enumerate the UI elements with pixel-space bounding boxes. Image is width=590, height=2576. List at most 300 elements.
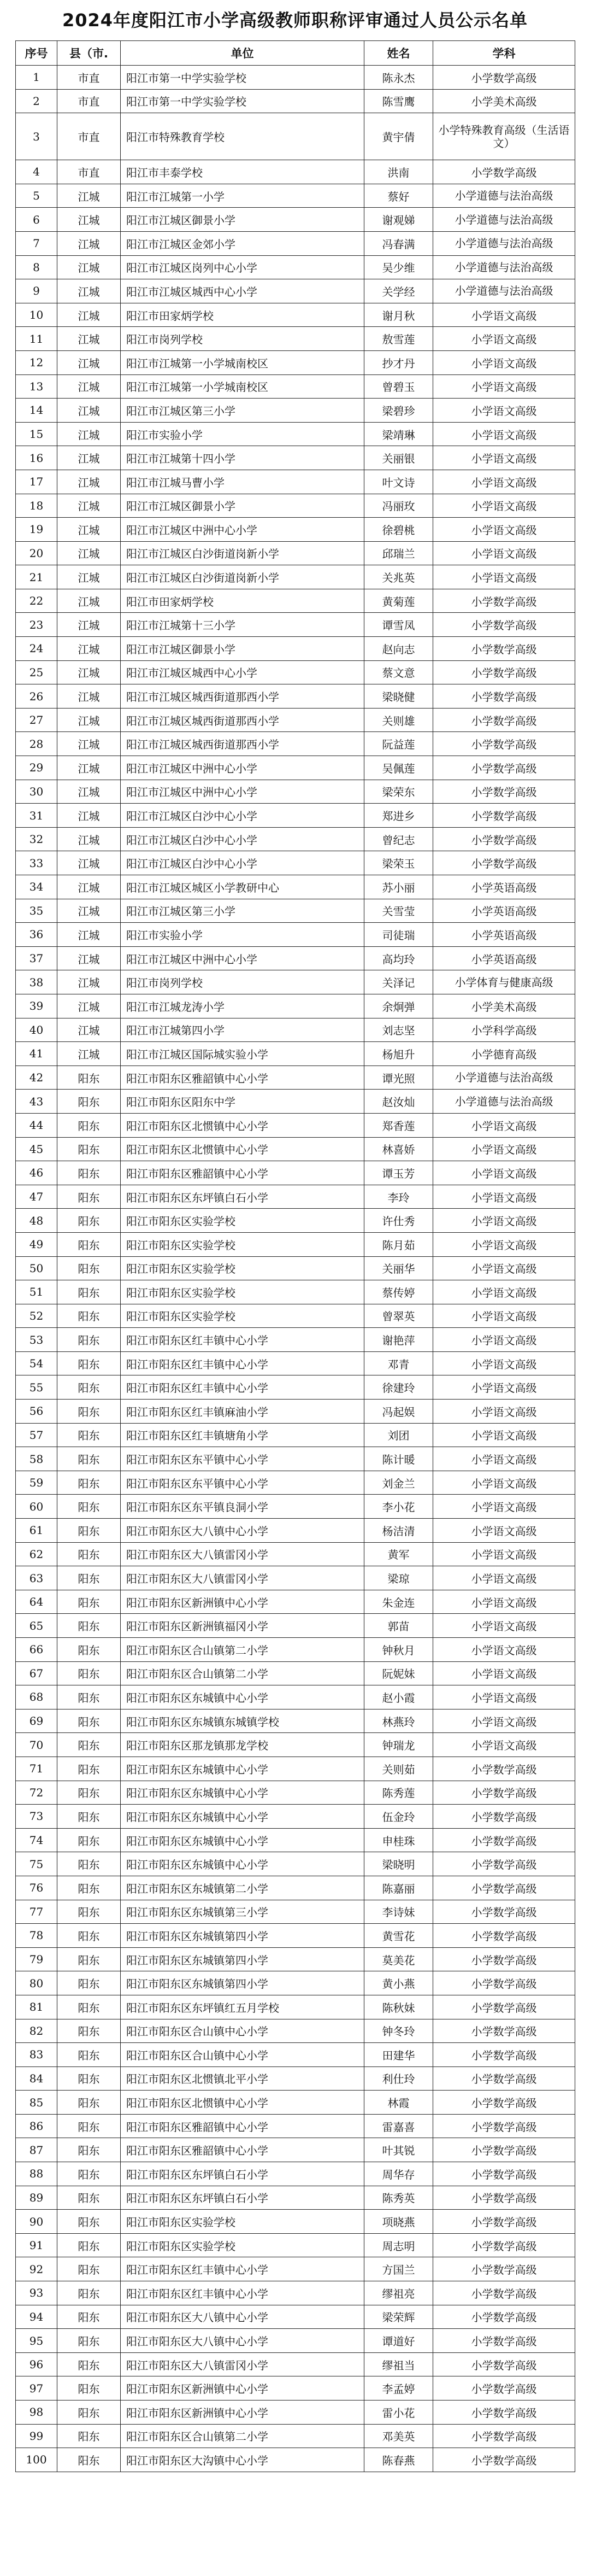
cell-index: 22 xyxy=(16,589,57,613)
cell-county: 阳东 xyxy=(57,1828,121,1852)
cell-name: 陈雪鹰 xyxy=(364,89,433,113)
cell-subject: 小学美术高级 xyxy=(433,89,575,113)
cell-unit: 阳江市阳东区红丰镇麻油小学 xyxy=(121,1400,364,1424)
cell-county: 阳东 xyxy=(57,1137,121,1161)
cell-county: 阳东 xyxy=(57,2019,121,2043)
cell-subject: 小学数学高级 xyxy=(433,2066,575,2091)
cell-unit: 阳江市江城区白沙中心小学 xyxy=(121,851,364,875)
cell-subject: 小学语文高级 xyxy=(433,1185,575,1209)
cell-name: 黄菊莲 xyxy=(364,589,433,613)
cell-unit: 阳江市田家炳学校 xyxy=(121,589,364,613)
cell-index: 52 xyxy=(16,1304,57,1328)
cell-county: 阳东 xyxy=(57,1757,121,1781)
cell-unit: 阳江市阳东区东坪镇白石小学 xyxy=(121,2186,364,2210)
cell-county: 江城 xyxy=(57,804,121,828)
table-row xyxy=(16,1971,575,1995)
header-subject: 学科 xyxy=(433,41,575,66)
cell-subject: 小学数学高级 xyxy=(433,2424,575,2448)
cell-index: 92 xyxy=(16,2257,57,2281)
table-row xyxy=(16,2043,575,2067)
cell-county: 江城 xyxy=(57,970,121,994)
cell-unit: 阳江市江城区城区小学教研中心 xyxy=(121,875,364,899)
cell-county: 江城 xyxy=(57,327,121,351)
cell-name: 曾纪志 xyxy=(364,827,433,851)
cell-subject: 小学数学高级 xyxy=(433,708,575,732)
cell-index: 44 xyxy=(16,1113,57,1137)
cell-name: 谢观娣 xyxy=(364,208,433,232)
cell-unit: 阳江市阳东区大沟镇中心小学 xyxy=(121,2448,364,2472)
cell-index: 72 xyxy=(16,1781,57,1805)
cell-subject: 小学数学高级 xyxy=(433,66,575,90)
cell-index: 60 xyxy=(16,1495,57,1519)
table-row xyxy=(16,2376,575,2401)
cell-index: 89 xyxy=(16,2186,57,2210)
cell-index: 5 xyxy=(16,184,57,208)
table-row xyxy=(16,541,575,565)
cell-county: 阳东 xyxy=(57,1375,121,1400)
cell-name: 吴佩莲 xyxy=(364,756,433,780)
table-row xyxy=(16,350,575,374)
cell-unit: 阳江市江城区金郊小学 xyxy=(121,231,364,255)
table-row xyxy=(16,875,575,899)
cell-unit: 阳江市阳东区实验学校 xyxy=(121,1232,364,1256)
cell-name: 黄军 xyxy=(364,1542,433,1566)
cell-county: 阳东 xyxy=(57,1709,121,1733)
cell-subject: 小学道德与法治高级 xyxy=(433,184,575,208)
cell-unit: 阳江市阳东区合山镇第二小学 xyxy=(121,2424,364,2448)
cell-subject: 小学语文高级 xyxy=(433,1423,575,1447)
cell-subject: 小学数学高级 xyxy=(433,851,575,875)
cell-unit: 阳江市江城区中洲中心小学 xyxy=(121,756,364,780)
table-row xyxy=(16,279,575,303)
table-row xyxy=(16,2114,575,2138)
cell-name: 陈永杰 xyxy=(364,66,433,90)
cell-subject: 小学道德与法治高级 xyxy=(433,255,575,279)
cell-subject: 小学语文高级 xyxy=(433,1375,575,1400)
cell-index: 96 xyxy=(16,2352,57,2376)
cell-name: 莫美花 xyxy=(364,1947,433,1971)
table-row xyxy=(16,255,575,279)
table-row xyxy=(16,708,575,732)
cell-subject: 小学数学高级 xyxy=(433,1924,575,1948)
cell-subject: 小学语文高级 xyxy=(433,1256,575,1280)
cell-name: 关雪莹 xyxy=(364,899,433,923)
cell-county: 阳东 xyxy=(57,1661,121,1685)
cell-name: 缪祖当 xyxy=(364,2352,433,2376)
cell-index: 18 xyxy=(16,494,57,518)
cell-name: 周华存 xyxy=(364,2162,433,2186)
cell-county: 阳东 xyxy=(57,1805,121,1829)
cell-name: 林燕玲 xyxy=(364,1709,433,1733)
cell-county: 阳东 xyxy=(57,1090,121,1114)
cell-index: 78 xyxy=(16,1924,57,1948)
cell-unit: 阳江市岗列学校 xyxy=(121,970,364,994)
cell-subject: 小学数学高级 xyxy=(433,1971,575,1995)
cell-unit: 阳江市江城第十三小学 xyxy=(121,613,364,637)
cell-county: 阳东 xyxy=(57,1256,121,1280)
cell-unit: 阳江市丰泰学校 xyxy=(121,160,364,184)
cell-unit: 阳江市第一中学实验学校 xyxy=(121,66,364,90)
cell-unit: 阳江市江城第四小学 xyxy=(121,1018,364,1042)
table-row xyxy=(16,923,575,947)
table-row xyxy=(16,1519,575,1543)
cell-unit: 阳江市江城区第三小学 xyxy=(121,399,364,423)
cell-index: 37 xyxy=(16,946,57,970)
cell-name: 关则茹 xyxy=(364,1757,433,1781)
table-row xyxy=(16,1495,575,1519)
cell-index: 99 xyxy=(16,2424,57,2448)
cell-subject: 小学特殊教育高级（生活语文） xyxy=(433,113,575,160)
cell-name: 梁荣玉 xyxy=(364,851,433,875)
table-row xyxy=(16,2138,575,2162)
cell-unit: 阳江市阳东区东坪镇白石小学 xyxy=(121,2162,364,2186)
cell-subject: 小学语文高级 xyxy=(433,1328,575,1352)
cell-index: 43 xyxy=(16,1090,57,1114)
cell-county: 市直 xyxy=(57,89,121,113)
table-row xyxy=(16,1590,575,1614)
cell-subject: 小学数学高级 xyxy=(433,756,575,780)
cell-county: 阳东 xyxy=(57,1995,121,2019)
cell-county: 江城 xyxy=(57,613,121,637)
cell-county: 江城 xyxy=(57,660,121,684)
cell-subject: 小学语文高级 xyxy=(433,374,575,399)
cell-name: 李孟婷 xyxy=(364,2376,433,2401)
cell-name: 梁荣辉 xyxy=(364,2305,433,2329)
cell-county: 阳东 xyxy=(57,2162,121,2186)
cell-name: 黄宇倩 xyxy=(364,113,433,160)
cell-name: 谭道好 xyxy=(364,2329,433,2353)
cell-subject: 小学语文高级 xyxy=(433,303,575,327)
cell-subject: 小学数学高级 xyxy=(433,2162,575,2186)
cell-unit: 阳江市阳东区大八镇中心小学 xyxy=(121,1519,364,1543)
cell-name: 敖雪莲 xyxy=(364,327,433,351)
cell-unit: 阳江市阳东区实验学校 xyxy=(121,1280,364,1304)
cell-name: 徐建玲 xyxy=(364,1375,433,1400)
table-row xyxy=(16,1185,575,1209)
cell-unit: 阳江市阳东区东城镇中心小学 xyxy=(121,1685,364,1709)
table-row xyxy=(16,613,575,637)
cell-name: 冯丽玫 xyxy=(364,494,433,518)
cell-county: 阳东 xyxy=(57,2329,121,2353)
cell-subject: 小学数学高级 xyxy=(433,2281,575,2305)
header-unit: 单位 xyxy=(121,41,364,66)
cell-unit: 阳江市江城区城西街道那西小学 xyxy=(121,684,364,709)
cell-index: 26 xyxy=(16,684,57,709)
cell-unit: 阳江市阳东区红丰镇中心小学 xyxy=(121,2281,364,2305)
cell-subject: 小学数学高级 xyxy=(433,2186,575,2210)
header-index: 序号 xyxy=(16,41,57,66)
table-row xyxy=(16,565,575,589)
cell-subject: 小学语文高级 xyxy=(433,565,575,589)
cell-name: 利仕玲 xyxy=(364,2066,433,2091)
table-row xyxy=(16,2305,575,2329)
cell-subject: 小学数学高级 xyxy=(433,684,575,709)
cell-index: 58 xyxy=(16,1447,57,1471)
cell-index: 80 xyxy=(16,1971,57,1995)
cell-county: 阳东 xyxy=(57,1638,121,1662)
cell-unit: 阳江市江城区岗列中心小学 xyxy=(121,255,364,279)
cell-unit: 阳江市江城区城西中心小学 xyxy=(121,660,364,684)
cell-name: 阮益莲 xyxy=(364,732,433,756)
cell-name: 陈计暖 xyxy=(364,1447,433,1471)
cell-county: 阳东 xyxy=(57,1614,121,1638)
cell-name: 阮妮妹 xyxy=(364,1661,433,1685)
cell-county: 阳东 xyxy=(57,1900,121,1924)
cell-unit: 阳江市阳东区红丰镇中心小学 xyxy=(121,1375,364,1400)
cell-index: 21 xyxy=(16,565,57,589)
cell-subject: 小学数学高级 xyxy=(433,827,575,851)
cell-subject: 小学英语高级 xyxy=(433,875,575,899)
cell-unit: 阳江市阳东区合山镇中心小学 xyxy=(121,2019,364,2043)
cell-index: 77 xyxy=(16,1900,57,1924)
cell-name: 林喜娇 xyxy=(364,1137,433,1161)
cell-subject: 小学语文高级 xyxy=(433,446,575,470)
cell-county: 阳东 xyxy=(57,2233,121,2257)
cell-index: 69 xyxy=(16,1709,57,1733)
cell-name: 陈嘉丽 xyxy=(364,1876,433,1900)
cell-index: 17 xyxy=(16,470,57,494)
table-row xyxy=(16,113,575,160)
cell-unit: 阳江市阳东区雅韶镇中心小学 xyxy=(121,2114,364,2138)
cell-subject: 小学语文高级 xyxy=(433,327,575,351)
cell-index: 90 xyxy=(16,2210,57,2234)
cell-name: 司徒瑞 xyxy=(364,923,433,947)
cell-unit: 阳江市阳东区东城镇中心小学 xyxy=(121,1805,364,1829)
cell-name: 刘金兰 xyxy=(364,1471,433,1495)
cell-index: 16 xyxy=(16,446,57,470)
cell-county: 阳东 xyxy=(57,1590,121,1614)
table-row xyxy=(16,2329,575,2353)
table-row xyxy=(16,827,575,851)
cell-unit: 阳江市阳东区实验学校 xyxy=(121,1209,364,1233)
table-row xyxy=(16,1280,575,1304)
cell-county: 阳东 xyxy=(57,2043,121,2067)
cell-index: 86 xyxy=(16,2114,57,2138)
cell-subject: 小学数学高级 xyxy=(433,2233,575,2257)
table-row xyxy=(16,2448,575,2472)
table-row xyxy=(16,494,575,518)
cell-subject: 小学英语高级 xyxy=(433,899,575,923)
cell-name: 赵小霞 xyxy=(364,1685,433,1709)
table-row xyxy=(16,2352,575,2376)
cell-county: 阳东 xyxy=(57,2352,121,2376)
cell-unit: 阳江市阳东区大八镇雷冈小学 xyxy=(121,2352,364,2376)
cell-unit: 阳江市阳东区北惯镇中心小学 xyxy=(121,1113,364,1137)
cell-county: 江城 xyxy=(57,279,121,303)
cell-subject: 小学数学高级 xyxy=(433,732,575,756)
cell-subject: 小学语文高级 xyxy=(433,1209,575,1233)
cell-subject: 小学数学高级 xyxy=(433,2401,575,2425)
cell-unit: 阳江市阳东区那龙镇那龙学校 xyxy=(121,1733,364,1757)
table-row xyxy=(16,756,575,780)
cell-name: 徐碧桃 xyxy=(364,518,433,542)
cell-index: 97 xyxy=(16,2376,57,2401)
cell-county: 阳东 xyxy=(57,2186,121,2210)
cell-subject: 小学语文高级 xyxy=(433,1614,575,1638)
cell-county: 江城 xyxy=(57,255,121,279)
cell-index: 35 xyxy=(16,899,57,923)
cell-subject: 小学数学高级 xyxy=(433,2114,575,2138)
cell-county: 江城 xyxy=(57,899,121,923)
cell-unit: 阳江市阳东区新洲镇福冈小学 xyxy=(121,1614,364,1638)
table-row xyxy=(16,637,575,661)
cell-index: 9 xyxy=(16,279,57,303)
cell-county: 阳东 xyxy=(57,1328,121,1352)
cell-index: 67 xyxy=(16,1661,57,1685)
cell-index: 12 xyxy=(16,350,57,374)
cell-county: 江城 xyxy=(57,732,121,756)
table-row xyxy=(16,89,575,113)
cell-unit: 阳江市江城龙涛小学 xyxy=(121,994,364,1018)
cell-county: 市直 xyxy=(57,160,121,184)
cell-index: 8 xyxy=(16,255,57,279)
table-row xyxy=(16,160,575,184)
cell-county: 江城 xyxy=(57,875,121,899)
cell-county: 市直 xyxy=(57,66,121,90)
cell-index: 36 xyxy=(16,923,57,947)
cell-unit: 阳江市阳东区实验学校 xyxy=(121,1304,364,1328)
cell-subject: 小学数学高级 xyxy=(433,1852,575,1876)
document-title: 2024年度阳江市小学高级教师职称评审通过人员公示名单 xyxy=(62,10,528,31)
cell-name: 刘志坚 xyxy=(364,1018,433,1042)
table-row xyxy=(16,732,575,756)
cell-county: 江城 xyxy=(57,1018,121,1042)
cell-index: 57 xyxy=(16,1423,57,1447)
cell-county: 江城 xyxy=(57,422,121,446)
cell-index: 53 xyxy=(16,1328,57,1352)
cell-index: 51 xyxy=(16,1280,57,1304)
cell-county: 阳东 xyxy=(57,2424,121,2448)
cell-subject: 小学数学高级 xyxy=(433,1876,575,1900)
cell-unit: 阳江市阳东区东平镇中心小学 xyxy=(121,1447,364,1471)
cell-county: 江城 xyxy=(57,946,121,970)
cell-unit: 阳江市田家炳学校 xyxy=(121,303,364,327)
cell-index: 84 xyxy=(16,2066,57,2091)
cell-subject: 小学语文高级 xyxy=(433,1542,575,1566)
cell-county: 阳东 xyxy=(57,1161,121,1185)
cell-name: 黄雪花 xyxy=(364,1924,433,1948)
cell-subject: 小学语文高级 xyxy=(433,399,575,423)
cell-unit: 阳江市阳东区实验学校 xyxy=(121,2233,364,2257)
cell-index: 48 xyxy=(16,1209,57,1233)
table-header-row xyxy=(16,41,575,66)
table-row xyxy=(16,1065,575,1090)
cell-name: 梁碧珍 xyxy=(364,399,433,423)
cell-name: 周志明 xyxy=(364,2233,433,2257)
cell-subject: 小学语文高级 xyxy=(433,1232,575,1256)
cell-index: 82 xyxy=(16,2019,57,2043)
table-row xyxy=(16,1805,575,1829)
cell-subject: 小学数学高级 xyxy=(433,2305,575,2329)
table-row xyxy=(16,374,575,399)
table-row xyxy=(16,66,575,90)
cell-county: 阳东 xyxy=(57,1519,121,1543)
cell-subject: 小学语文高级 xyxy=(433,1447,575,1471)
cell-name: 冯起娱 xyxy=(364,1400,433,1424)
cell-name: 刘团 xyxy=(364,1423,433,1447)
cell-index: 87 xyxy=(16,2138,57,2162)
cell-unit: 阳江市江城第十四小学 xyxy=(121,446,364,470)
cell-subject: 小学数学高级 xyxy=(433,2352,575,2376)
table-row xyxy=(16,1137,575,1161)
cell-unit: 阳江市江城区中洲中心小学 xyxy=(121,780,364,804)
cell-index: 61 xyxy=(16,1519,57,1543)
cell-county: 阳东 xyxy=(57,1447,121,1471)
table-row xyxy=(16,1828,575,1852)
cell-index: 98 xyxy=(16,2401,57,2425)
cell-county: 江城 xyxy=(57,851,121,875)
cell-name: 赵向志 xyxy=(364,637,433,661)
cell-unit: 阳江市江城区白沙中心小学 xyxy=(121,804,364,828)
cell-county: 阳东 xyxy=(57,1280,121,1304)
cell-name: 曾碧玉 xyxy=(364,374,433,399)
cell-subject: 小学数学高级 xyxy=(433,589,575,613)
cell-name: 李小花 xyxy=(364,1495,433,1519)
cell-name: 关则雄 xyxy=(364,708,433,732)
cell-subject: 小学数学高级 xyxy=(433,780,575,804)
cell-name: 关丽银 xyxy=(364,446,433,470)
cell-unit: 阳江市阳东区东城镇中心小学 xyxy=(121,1852,364,1876)
cell-subject: 小学数学高级 xyxy=(433,2210,575,2234)
table-row xyxy=(16,208,575,232)
table-row xyxy=(16,1661,575,1685)
cell-name: 梁晓健 xyxy=(364,684,433,709)
cell-index: 74 xyxy=(16,1828,57,1852)
cell-index: 4 xyxy=(16,160,57,184)
table-row xyxy=(16,1256,575,1280)
cell-county: 阳东 xyxy=(57,2305,121,2329)
cell-subject: 小学道德与法治高级 xyxy=(433,208,575,232)
cell-county: 阳东 xyxy=(57,1947,121,1971)
cell-county: 阳东 xyxy=(57,2448,121,2472)
cell-county: 江城 xyxy=(57,184,121,208)
cell-index: 42 xyxy=(16,1065,57,1090)
cell-name: 叶文诗 xyxy=(364,470,433,494)
cell-county: 江城 xyxy=(57,350,121,374)
cell-name: 钟秋月 xyxy=(364,1638,433,1662)
table-row xyxy=(16,1781,575,1805)
table-row xyxy=(16,1090,575,1114)
cell-county: 阳东 xyxy=(57,2091,121,2115)
cell-name: 谭光照 xyxy=(364,1065,433,1090)
cell-unit: 阳江市阳东区东平镇中心小学 xyxy=(121,1471,364,1495)
table-row xyxy=(16,994,575,1018)
cell-county: 阳东 xyxy=(57,1351,121,1375)
cell-name: 梁晓明 xyxy=(364,1852,433,1876)
cell-index: 24 xyxy=(16,637,57,661)
cell-unit: 阳江市阳东区实验学校 xyxy=(121,2210,364,2234)
cell-county: 阳东 xyxy=(57,1209,121,1233)
cell-county: 阳东 xyxy=(57,1733,121,1757)
cell-index: 95 xyxy=(16,2329,57,2353)
cell-index: 29 xyxy=(16,756,57,780)
cell-subject: 小学体育与健康高级 xyxy=(433,970,575,994)
cell-unit: 阳江市江城第一小学城南校区 xyxy=(121,350,364,374)
table-row xyxy=(16,303,575,327)
cell-subject: 小学数学高级 xyxy=(433,1828,575,1852)
cell-index: 20 xyxy=(16,541,57,565)
cell-index: 56 xyxy=(16,1400,57,1424)
cell-unit: 阳江市岗列学校 xyxy=(121,327,364,351)
table-row xyxy=(16,1113,575,1137)
cell-name: 谭雪凤 xyxy=(364,613,433,637)
cell-unit: 阳江市第一中学实验学校 xyxy=(121,89,364,113)
table-row xyxy=(16,2401,575,2425)
table-row xyxy=(16,184,575,208)
cell-name: 梁琼 xyxy=(364,1566,433,1590)
table-row xyxy=(16,1471,575,1495)
cell-index: 94 xyxy=(16,2305,57,2329)
